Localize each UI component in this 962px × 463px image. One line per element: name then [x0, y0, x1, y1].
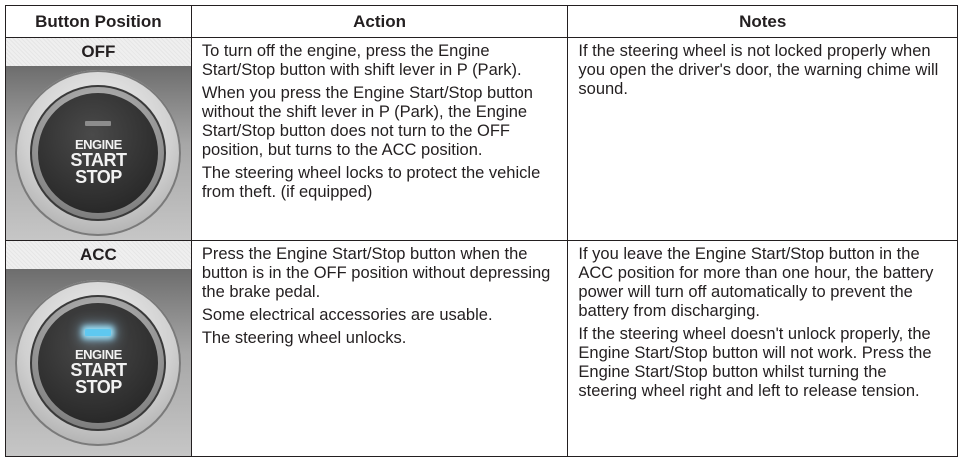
position-label: ACC [6, 241, 191, 269]
table-row-acc [6, 241, 958, 457]
notes-paragraph: If the steering wheel is not locked properly when you open the driver's door, the warning chime will sound. [578, 42, 939, 98]
notes-paragraph: If you leave the Engine Start/Stop button in the ACC position for more than one hour, the battery power will turn off automatically to prevent the battery from discharging. [578, 245, 934, 320]
header-action: Action [191, 6, 568, 38]
button-text-start: START [70, 360, 127, 380]
button-face [38, 303, 158, 423]
table-row-off [6, 38, 958, 241]
button-position-table [5, 5, 958, 457]
engine-start-stop-button-image [6, 269, 191, 456]
header-button-position: Button Position [6, 6, 192, 38]
button-text-start: START [70, 149, 127, 170]
button-face [38, 93, 158, 213]
button-text-engine: ENGINE [74, 136, 122, 152]
button-text-engine: ENGINE [74, 347, 122, 362]
table-header-row [6, 6, 958, 38]
notes-paragraph: If the steering wheel doesn't unlock properly, the Engine Start/Stop button will not work. Press the Engine Start/Stop button whilst turning the steering wheel right and left to release tension. [578, 325, 932, 400]
position-label: OFF [6, 38, 191, 66]
notes-cell [568, 241, 958, 457]
indicator-light-lit-icon [85, 329, 111, 336]
action-paragraph: Press the Engine Start/Stop button when the button is in the OFF position without depressing the brake pedal. [201, 245, 551, 301]
indicator-light-icon [85, 121, 111, 126]
action-cell [191, 241, 568, 457]
button-text-stop: STOP [75, 377, 122, 397]
action-paragraph: To turn off the engine, press the Engine Start/Stop button with shift lever in P (Park). [201, 42, 522, 79]
action-cell [191, 38, 568, 241]
notes-cell [568, 38, 958, 241]
header-notes: Notes [568, 6, 958, 38]
action-paragraph: The steering wheel locks to protect the vehicle from theft. (if equipped) [201, 164, 541, 201]
position-cell [6, 241, 192, 457]
action-paragraph: Some electrical accessories are usable. [201, 306, 493, 324]
button-text-stop: STOP [75, 166, 122, 187]
engine-start-stop-button-image [6, 66, 191, 240]
action-paragraph: The steering wheel unlocks. [201, 329, 407, 347]
action-paragraph: When you press the Engine Start/Stop button without the shift lever in P (Park), the Engine Start/Stop button does not turn to the OFF position, but turns to the ACC position. [201, 84, 533, 159]
position-cell [6, 38, 192, 241]
